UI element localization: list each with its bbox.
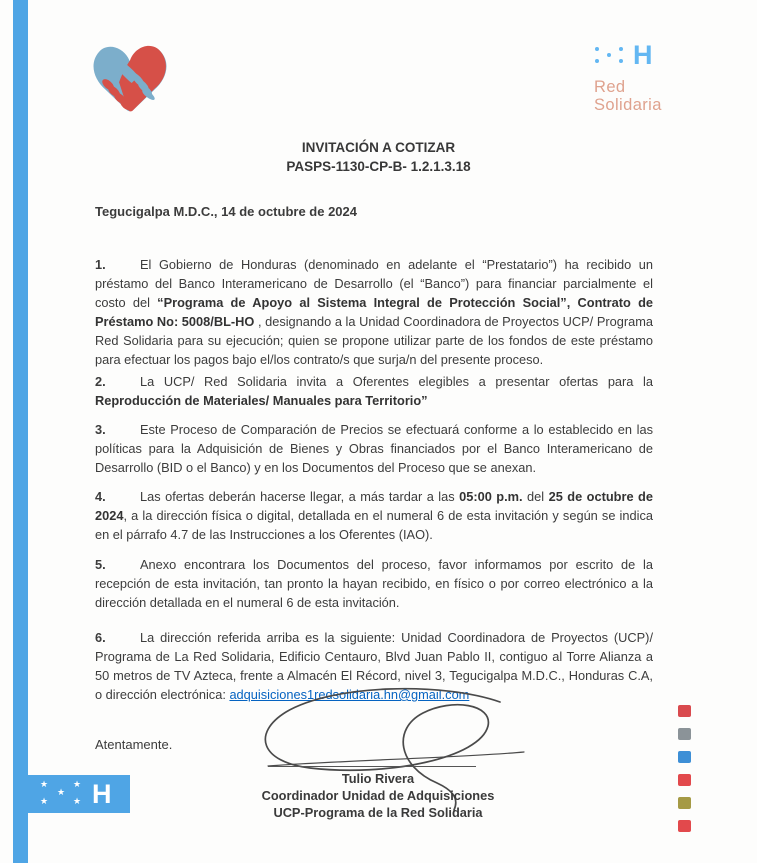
handshake-heart-logo — [84, 36, 176, 120]
paragraph-number: 4. — [95, 489, 106, 504]
paragraph-number: 2. — [95, 374, 106, 389]
signature-line — [268, 766, 476, 767]
paragraph-4: 4. Las ofertas deberán hacerse llegar, a más tardar a las 05:00 p.m. del 25 de octubre de 2024, a la dirección física o digital, detallada en el numeral 6 de esta invitación y según se indica en el párrafo 4.7 de las Instrucciones a los Oferentes (IAO). — [95, 489, 653, 542]
color-square — [678, 820, 691, 832]
title-line-2: PASPS-1130-CP-B- 1.2.1.3.18 — [286, 158, 471, 174]
document-title — [0, 139, 757, 177]
title-line-1: INVITACIÓN A COTIZAR — [301, 140, 456, 155]
closing-salutation: Atentamente. — [95, 737, 173, 752]
paragraph-number: 3. — [95, 422, 106, 437]
paragraph-1: 1. El Gobierno de Honduras (denominado en adelante el “Prestatario”) ha recibido un préstamo del Banco Interamericano de Desarrollo (el “Banco”) para financiar parcialmente el costo del “Programa de Apoyo al Sistema Integral de Protección Social”, Contrato de Préstamo No: 5008/BL-HO , designando a la Unidad Coordinadora de Proyectos UCP/ Programa Red Solidaria para su ejecución; quien se propone utilizar parte de los fondos de este préstamo para efectuar los pagos bajo el/los contrato/s que surja/n del presente proceso. — [95, 257, 653, 367]
paragraph-3: 3. Este Proceso de Comparación de Precios se efectuará conforme a lo establecido en las políticas para la Adquisición de Bienes y Obras financiados por el Banco Interamericano de Desarrollo (BID o el Banco) y en los Documentos del Proceso que se anexan. — [95, 422, 653, 475]
stars-dots-icon — [594, 45, 626, 65]
red-solidaria-wordmark: Red Solidaria — [594, 78, 662, 115]
paragraph-5: 5. Anexo encontrara los Documentos del proceso, favor informamos por escrito de la recepción de esta invitación, tan pronto la hayan recibido, en físico o por correo electrónico a la dirección detallada en el numeral 6 de esta invitación. — [95, 557, 653, 610]
side-color-squares — [678, 705, 691, 832]
paragraph-number: 5. — [95, 557, 106, 572]
email-link[interactable]: adquisiciones1redsolidaria.hn@gmail.com — [229, 687, 470, 702]
color-square — [678, 774, 691, 786]
paragraph-2: 2. La UCP/ Red Solidaria invita a Oferentes elegibles a presentar ofertas para la Reproducción de Materiales/ Manuales para Territorio” — [95, 374, 653, 408]
paragraph-number: 1. — [95, 257, 106, 272]
date-line: Tegucigalpa M.D.C., 14 de octubre de 2024 — [95, 204, 357, 219]
color-square — [678, 751, 691, 763]
honduras-flag-logo — [28, 775, 130, 813]
signer-name: Tulio Rivera — [341, 771, 415, 786]
paragraph-6: 6. La dirección referida arriba es la siguiente: Unidad Coordinadora de Proyectos (UCP)/ Programa de La Red Solidaria, Edificio Centauro, Blvd Juan Pablo II, contiguo al Torre Alianza a 50 metros de TV Azteca, frente a Almacén El Récord, nivel 3, Tegucigalpa M.D.C., Honduras C.A, o dirección electrónica: adquisiciones1redsolidaria.hn@gmail.com — [95, 630, 653, 702]
signature-block — [238, 770, 518, 821]
color-square — [678, 797, 691, 809]
color-square — [678, 705, 691, 717]
color-square — [678, 728, 691, 740]
paragraph-number: 6. — [95, 630, 106, 645]
red-solidaria-logo — [594, 40, 724, 115]
h-logo-letter: H — [633, 39, 653, 70]
signer-org: UCP-Programa de la Red Solidaria — [273, 805, 483, 820]
letterhead-side-bar — [13, 0, 28, 863]
flag-stars-icon: ★ ★ ★ ★ ★ — [40, 779, 82, 806]
signer-role: Coordinador Unidad de Adquisiciones — [261, 788, 495, 803]
flag-h-letter: H — [92, 778, 112, 809]
